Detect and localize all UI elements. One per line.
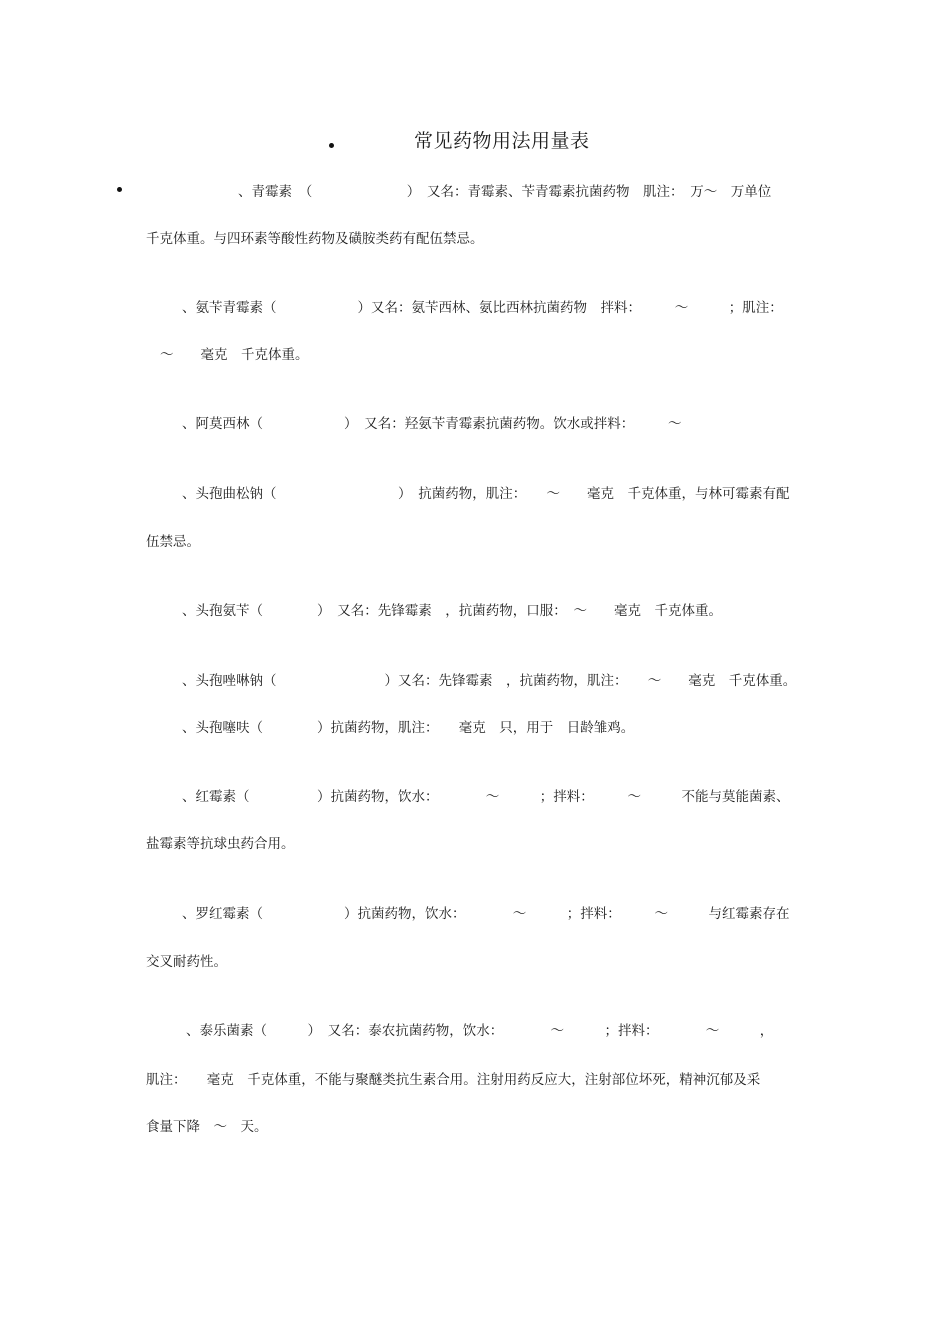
page-title: 常见药物用法用量表 (414, 130, 590, 152)
text-line: ～ 毫克 千克体重。 (160, 347, 309, 363)
text-line: 、头孢氨苄（ ） 又名：先锋霉素 ，抗菌药物，口服： ～ 毫克 千克体重。 (182, 603, 722, 619)
text-line: 、头孢唑啉钠（ ）又名：先锋霉素 ，抗菌药物，肌注： ～ 毫克 千克体重。 (182, 673, 797, 689)
bullet-icon (117, 187, 122, 192)
text-line: 交叉耐药性。 (146, 954, 227, 970)
text-line: 食量下降 ～ 天。 (146, 1119, 268, 1135)
text-line: 伍禁忌。 (146, 534, 200, 550)
text-line: 盐霉素等抗球虫药合用。 (146, 836, 295, 852)
text-line: 、罗红霉素（ ）抗菌药物，饮水： ～ ；拌料： ～ 与红霉素存在 (182, 906, 790, 922)
text-line: 、泰乐菌素（ ） 又名：泰农抗菌药物，饮水： ～ ；拌料： ～ ， (186, 1023, 774, 1039)
text-line: 、头孢曲松钠（ ） 抗菌药物，肌注： ～ 毫克 千克体重，与林可霉素有配 (182, 486, 790, 502)
text-line: 千克体重。与四环素等酸性药物及磺胺类药有配伍禁忌。 (146, 231, 484, 247)
bullet-icon (329, 143, 334, 148)
text-line: 、青霉素 （ ） 又名：青霉素、苄青霉素抗菌药物 肌注： 万～ 万单位 (238, 184, 772, 200)
text-line: 、红霉素（ ）抗菌药物，饮水： ～ ；拌料： ～ 不能与莫能菌素、 (182, 789, 790, 805)
text-line: 、阿莫西林（ ） 又名：羟氨苄青霉素抗菌药物。饮水或拌料： ～ (182, 416, 682, 432)
text-line: 、氨苄青霉素（ ）又名：氨苄西林、氨比西林抗菌药物 拌料： ～ ；肌注： (182, 300, 783, 316)
text-line: 、头孢噻呋（ ）抗菌药物，肌注： 毫克 只，用于 日龄雏鸡。 (182, 720, 635, 736)
text-line: 肌注： 毫克 千克体重，不能与聚醚类抗生素合用。注射用药反应大，注射部位坏死，精神沉郁及采 (146, 1072, 761, 1088)
